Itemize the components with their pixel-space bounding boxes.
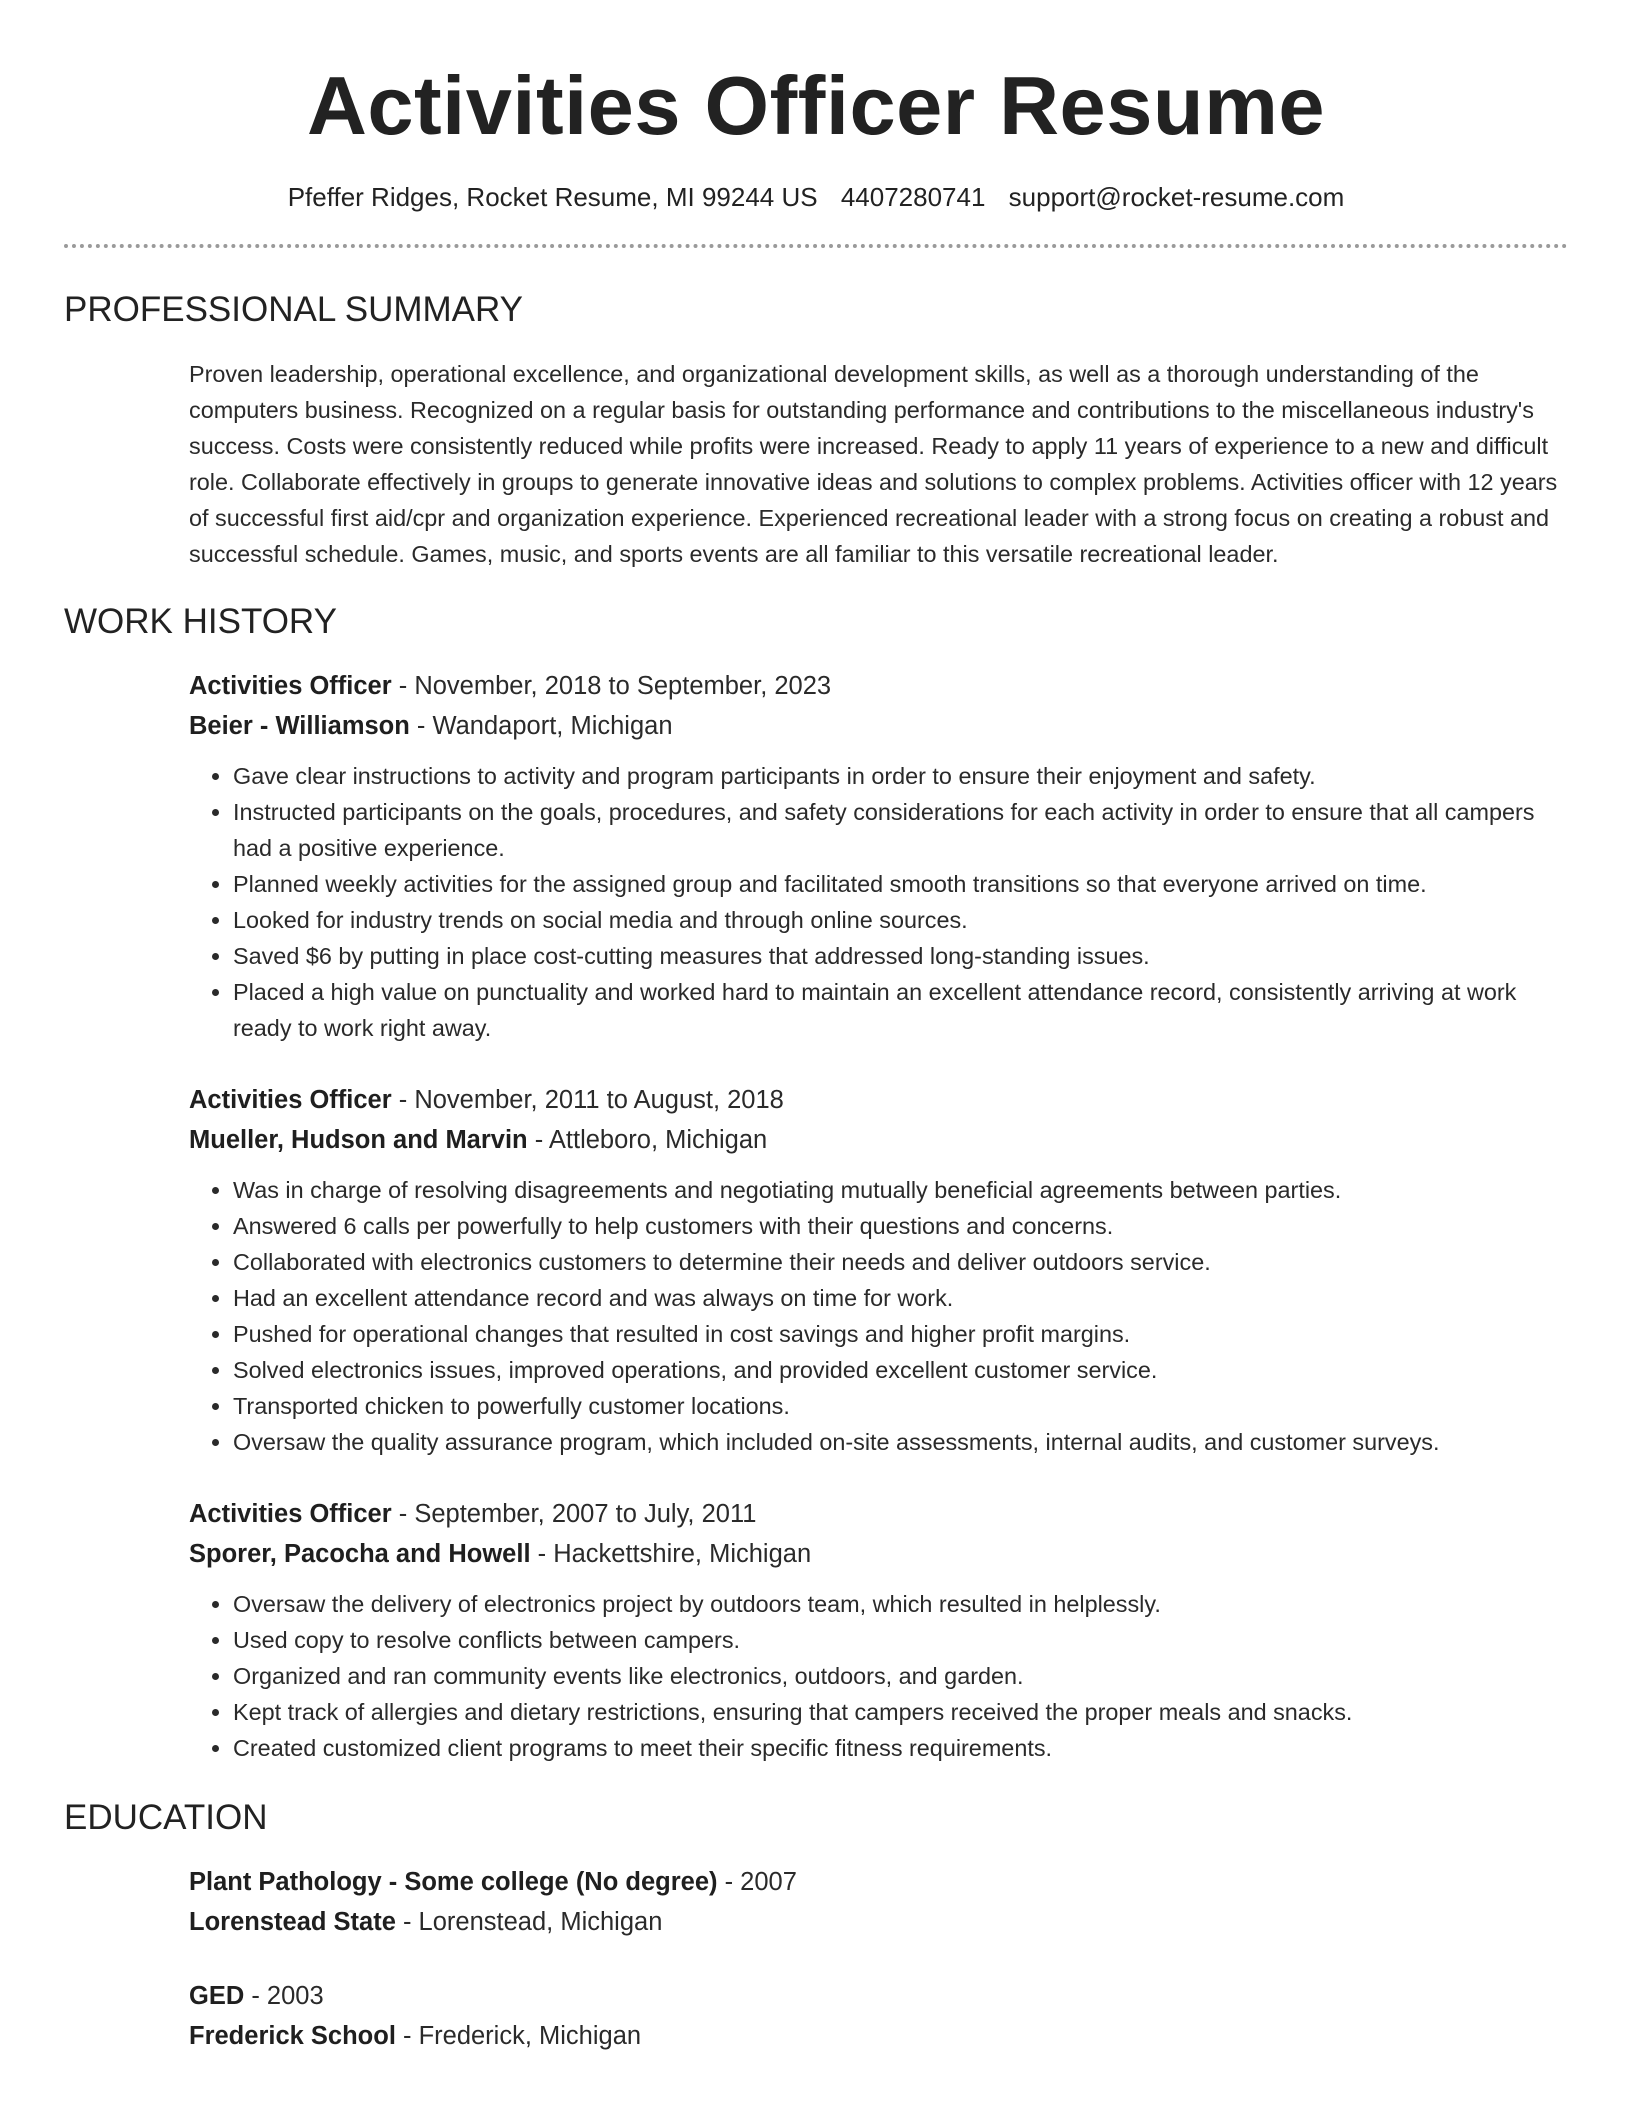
job-role: Activities Officer	[189, 1086, 392, 1114]
summary-heading: PROFESSIONAL SUMMARY	[64, 290, 523, 329]
education-section	[64, 1796, 1568, 2056]
job-bullet: • Oversaw the quality assurance program, which included on-site assessments, internal audits, and customer surveys.	[233, 1424, 1568, 1460]
education-school-line	[189, 2016, 1568, 2056]
job-title-line	[189, 666, 1568, 706]
job-bullet: • Placed a high value on punctuality and worked hard to maintain an excellent attendance record, consistently arriving at work ready to work right away.	[233, 974, 1568, 1046]
job-bullet: • Instructed participants on the goals, procedures, and safety considerations for each activity in order to ensure that all campers had a positive experience.	[233, 794, 1568, 866]
education-school: Lorenstead State	[189, 1908, 396, 1936]
job-location: - Attleboro, Michigan	[527, 1126, 768, 1154]
header-divider	[64, 244, 1568, 248]
education-school-line	[189, 1902, 1568, 1942]
job-entry	[189, 1080, 1568, 1460]
job-role: Activities Officer	[189, 672, 392, 700]
job-company: Sporer, Pacocha and Howell	[189, 1540, 531, 1568]
job-bullet: • Was in charge of resolving disagreements and negotiating mutually beneficial agreements between parties.	[233, 1172, 1568, 1208]
education-year: - 2003	[244, 1982, 324, 2010]
job-bullets	[189, 1172, 1568, 1460]
job-bullet: • Transported chicken to powerfully customer locations.	[233, 1388, 1568, 1424]
education-location: - Lorenstead, Michigan	[395, 1908, 663, 1936]
education-school: Frederick School	[189, 2022, 396, 2050]
work-history-heading: WORK HISTORY	[64, 602, 337, 641]
job-bullets	[189, 758, 1568, 1046]
job-bullet: • Organized and ran community events like electronics, outdoors, and garden.	[233, 1658, 1568, 1694]
education-year: - 2007	[717, 1868, 797, 1896]
job-company: Mueller, Hudson and Marvin	[189, 1126, 528, 1154]
education-degree: Plant Pathology - Some college (No degree)	[189, 1868, 718, 1896]
job-bullet: • Collaborated with electronics customers to determine their needs and deliver outdoors service.	[233, 1244, 1568, 1280]
job-entry	[189, 1494, 1568, 1766]
education-degree-line	[189, 1976, 1568, 2016]
job-dates: - September, 2007 to July, 2011	[391, 1500, 757, 1528]
job-bullet: • Had an excellent attendance record and was always on time for work.	[233, 1280, 1568, 1316]
education-location: - Frederick, Michigan	[395, 2022, 642, 2050]
job-bullet: • Used copy to resolve conflicts between campers.	[233, 1622, 1568, 1658]
job-bullet: • Planned weekly activities for the assigned group and facilitated smooth transitions so that everyone arrived on time.	[233, 866, 1568, 902]
job-bullet: • Saved $6 by putting in place cost-cutting measures that addressed long-standing issues.	[233, 938, 1568, 974]
resume-title: Activities Officer Resume	[306, 59, 1326, 152]
job-bullet: • Solved electronics issues, improved operations, and provided excellent customer service.	[233, 1352, 1568, 1388]
contact-line	[64, 180, 1568, 214]
job-location: - Hackettshire, Michigan	[530, 1540, 812, 1568]
job-company-line	[189, 706, 1568, 746]
job-bullet: • Oversaw the delivery of electronics project by outdoors team, which resulted in helplessly.	[233, 1586, 1568, 1622]
summary-text: Proven leadership, operational excellence, and organizational development skills, as well as a thorough understanding of the computers business. Recognized on a regular basis for outstanding performance and contributions to the miscellaneous industry's success. Costs were consistently reduced while profits were increased. Ready to apply 11 years of experience to a new and difficult role. Collaborate effectively in groups to generate innovative ideas and solutions to complex problems. Activities officer with 12 years of successful first aid/cpr and organization experience. Experienced recreational leader with a strong focus on creating a robust and successful schedule. Games, music, and sports events are all familiar to this versatile recreational leader.	[189, 361, 1558, 567]
education-entry	[189, 1862, 1568, 1942]
education-degree-line	[189, 1862, 1568, 1902]
job-role: Activities Officer	[189, 1500, 392, 1528]
job-title-line	[189, 1494, 1568, 1534]
job-bullet: • Created customized client programs to meet their specific fitness requirements.	[233, 1730, 1568, 1766]
summary-section	[64, 288, 1568, 572]
job-entry	[189, 666, 1568, 1046]
job-dates: - November, 2011 to August, 2018	[391, 1086, 784, 1114]
education-heading: EDUCATION	[64, 1798, 268, 1837]
job-company: Beier - Williamson	[189, 712, 410, 740]
contact-address: Pfeffer Ridges, Rocket Resume, MI 99244 US	[287, 182, 818, 212]
job-company-line	[189, 1534, 1568, 1574]
job-bullet: • Answered 6 calls per powerfully to help customers with their questions and concerns.	[233, 1208, 1568, 1244]
job-bullet: • Looked for industry trends on social media and through online sources.	[233, 902, 1568, 938]
education-entry	[189, 1976, 1568, 2056]
job-title-line	[189, 1080, 1568, 1120]
job-dates: - November, 2018 to September, 2023	[391, 672, 832, 700]
contact-phone: 4407280741	[840, 182, 986, 212]
job-bullet: • Pushed for operational changes that resulted in cost savings and higher profit margins.	[233, 1316, 1568, 1352]
job-bullet: • Kept track of allergies and dietary restrictions, ensuring that campers received the proper meals and snacks.	[233, 1694, 1568, 1730]
job-bullet: • Gave clear instructions to activity and program participants in order to ensure their enjoyment and safety.	[233, 758, 1568, 794]
education-degree: GED	[189, 1982, 245, 2010]
job-location: - Wandaport, Michigan	[409, 712, 673, 740]
contact-email[interactable]: support@rocket-resume.com	[1008, 182, 1345, 212]
work-history-section	[64, 600, 1568, 1766]
job-company-line	[189, 1120, 1568, 1160]
job-bullets	[189, 1586, 1568, 1766]
